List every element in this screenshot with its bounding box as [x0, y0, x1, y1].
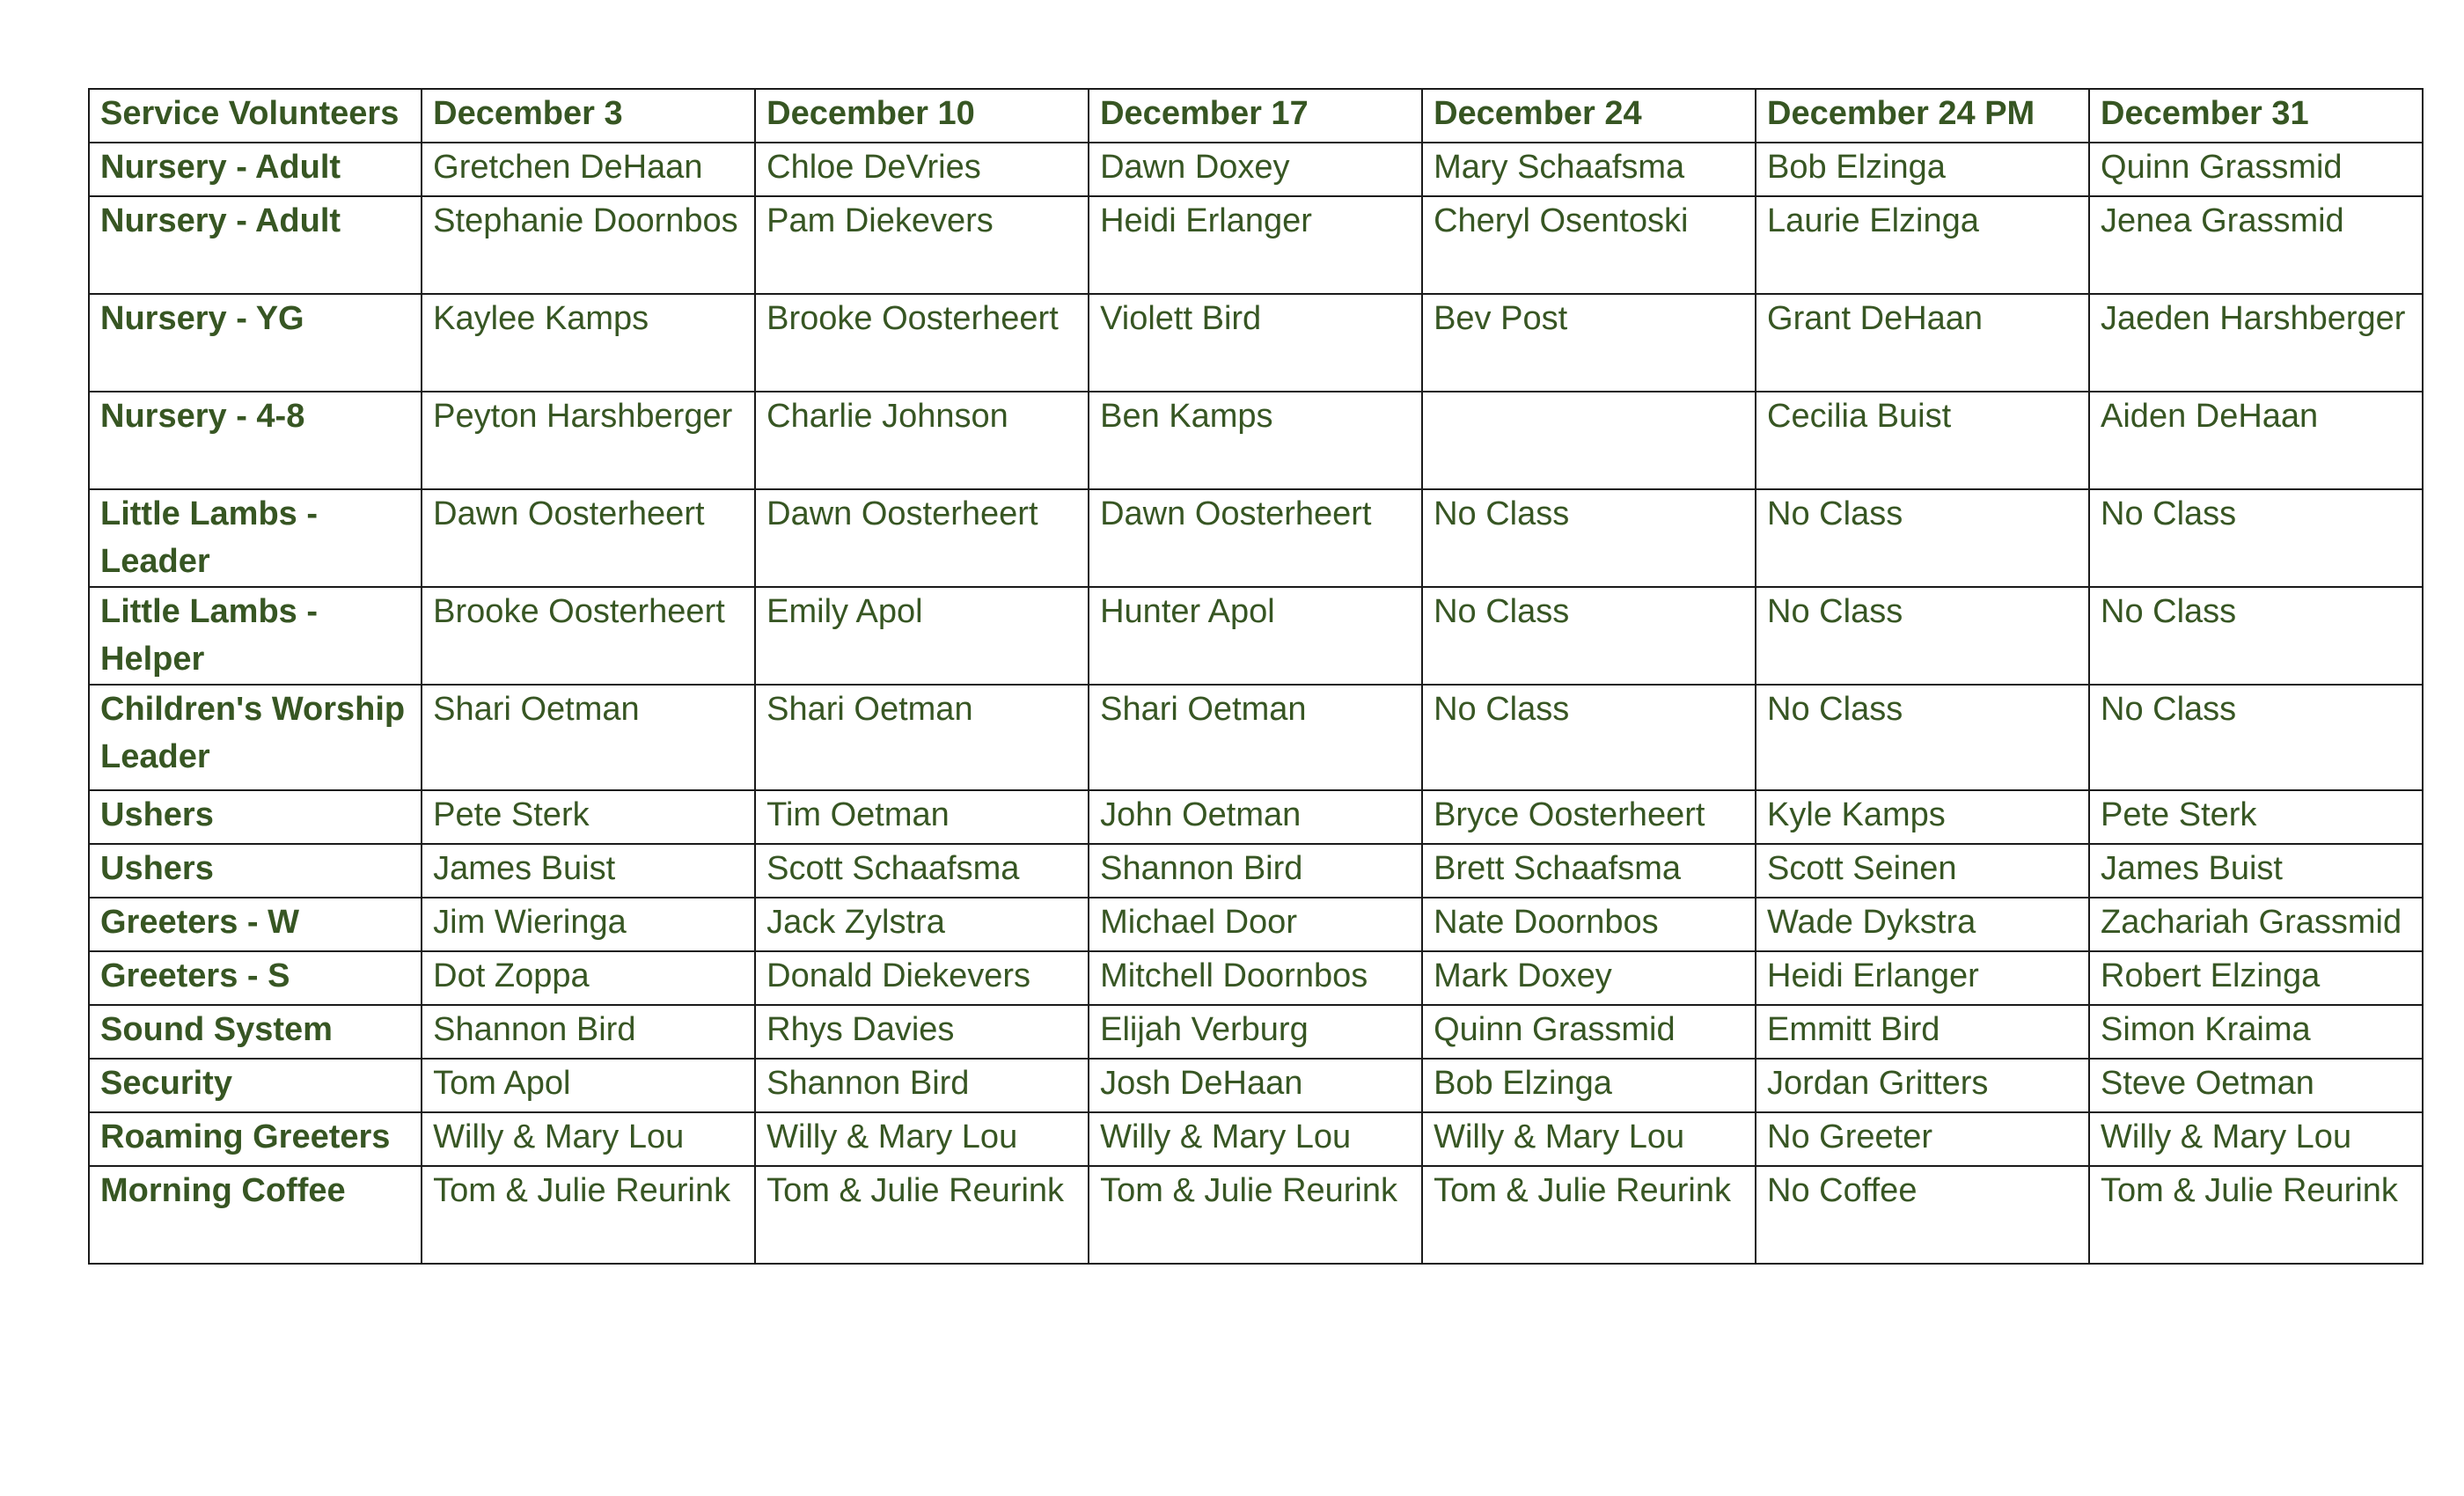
volunteer-cell: Cecilia Buist	[1756, 392, 2089, 489]
volunteer-cell: Willy & Mary Lou	[755, 1112, 1089, 1166]
role-cell: Morning Coffee	[89, 1166, 422, 1264]
volunteer-cell: Pam Diekevers	[755, 196, 1089, 294]
role-cell: Little Lambs - Helper	[89, 587, 422, 685]
volunteer-cell: Tom & Julie Reurink	[1422, 1166, 1756, 1264]
volunteer-cell: Stephanie Doornbos	[422, 196, 755, 294]
volunteer-cell: Laurie Elzinga	[1756, 196, 2089, 294]
volunteer-cell: Dot Zoppa	[422, 951, 755, 1005]
role-cell: Sound System	[89, 1005, 422, 1059]
column-header: Service Volunteers	[89, 89, 422, 143]
table-row	[89, 489, 2423, 587]
volunteer-cell: John Oetman	[1089, 790, 1422, 844]
volunteer-cell: Shari Oetman	[755, 685, 1089, 790]
volunteer-cell: Dawn Doxey	[1089, 143, 1422, 196]
volunteer-cell: Heidi Erlanger	[1089, 196, 1422, 294]
volunteer-cell: Aiden DeHaan	[2089, 392, 2423, 489]
volunteer-cell: Simon Kraima	[2089, 1005, 2423, 1059]
volunteer-cell: Robert Elzinga	[2089, 951, 2423, 1005]
volunteer-cell: James Buist	[422, 844, 755, 898]
role-cell: Ushers	[89, 790, 422, 844]
column-header: December 24	[1422, 89, 1756, 143]
volunteer-cell: Jim Wieringa	[422, 898, 755, 951]
volunteer-cell: Cheryl Osentoski	[1422, 196, 1756, 294]
volunteer-cell: Shannon Bird	[422, 1005, 755, 1059]
column-header: December 17	[1089, 89, 1422, 143]
role-cell: Little Lambs - Leader	[89, 489, 422, 587]
volunteer-cell: Wade Dykstra	[1756, 898, 2089, 951]
volunteer-cell: Donald Diekevers	[755, 951, 1089, 1005]
volunteer-cell: Shari Oetman	[1089, 685, 1422, 790]
volunteer-cell: Grant DeHaan	[1756, 294, 2089, 392]
volunteer-cell: Tom & Julie Reurink	[422, 1166, 755, 1264]
volunteer-cell: Willy & Mary Lou	[1422, 1112, 1756, 1166]
volunteer-cell: No Coffee	[1756, 1166, 2089, 1264]
volunteer-cell: Violett Bird	[1089, 294, 1422, 392]
volunteer-cell: No Class	[1422, 489, 1756, 587]
role-cell: Nursery - YG	[89, 294, 422, 392]
table-row	[89, 844, 2423, 898]
volunteer-cell: Michael Door	[1089, 898, 1422, 951]
volunteer-cell: Jack Zylstra	[755, 898, 1089, 951]
volunteer-cell: Shannon Bird	[755, 1059, 1089, 1112]
table-row	[89, 143, 2423, 196]
table-row	[89, 790, 2423, 844]
volunteer-cell: No Class	[2089, 489, 2423, 587]
volunteer-cell: Josh DeHaan	[1089, 1059, 1422, 1112]
column-header: December 24 PM	[1756, 89, 2089, 143]
volunteer-cell: Mark Doxey	[1422, 951, 1756, 1005]
volunteer-cell: Tom & Julie Reurink	[1089, 1166, 1422, 1264]
volunteer-cell: Chloe DeVries	[755, 143, 1089, 196]
role-cell: Nursery - Adult	[89, 143, 422, 196]
volunteer-cell: Tom & Julie Reurink	[2089, 1166, 2423, 1264]
volunteer-cell: Pete Sterk	[422, 790, 755, 844]
volunteer-cell: Emmitt Bird	[1756, 1005, 2089, 1059]
volunteer-cell: Pete Sterk	[2089, 790, 2423, 844]
volunteer-cell: Willy & Mary Lou	[2089, 1112, 2423, 1166]
table-row	[89, 1166, 2423, 1264]
volunteer-cell: Mitchell Doornbos	[1089, 951, 1422, 1005]
volunteer-cell: Hunter Apol	[1089, 587, 1422, 685]
volunteer-cell: Shannon Bird	[1089, 844, 1422, 898]
table-row	[89, 1005, 2423, 1059]
volunteer-cell: Mary Schaafsma	[1422, 143, 1756, 196]
table-row	[89, 951, 2423, 1005]
table-row	[89, 1059, 2423, 1112]
volunteer-cell: Tim Oetman	[755, 790, 1089, 844]
role-cell: Nursery - 4-8	[89, 392, 422, 489]
volunteer-cell: Zachariah Grassmid	[2089, 898, 2423, 951]
volunteer-cell: Dawn Oosterheert	[1089, 489, 1422, 587]
volunteer-cell: No Class	[1422, 685, 1756, 790]
volunteer-cell: Elijah Verburg	[1089, 1005, 1422, 1059]
volunteer-cell: Kyle Kamps	[1756, 790, 2089, 844]
table-row	[89, 294, 2423, 392]
volunteer-cell: No Class	[1756, 685, 2089, 790]
volunteer-cell: Tom Apol	[422, 1059, 755, 1112]
volunteer-cell: No Class	[2089, 685, 2423, 790]
column-header: December 3	[422, 89, 755, 143]
volunteer-cell: Nate Doornbos	[1422, 898, 1756, 951]
volunteer-cell: Willy & Mary Lou	[422, 1112, 755, 1166]
table-row	[89, 1112, 2423, 1166]
volunteer-cell: Brett Schaafsma	[1422, 844, 1756, 898]
volunteer-cell: Brooke Oosterheert	[422, 587, 755, 685]
volunteer-cell: Dawn Oosterheert	[422, 489, 755, 587]
volunteer-cell: Rhys Davies	[755, 1005, 1089, 1059]
volunteer-cell: Emily Apol	[755, 587, 1089, 685]
role-cell: Roaming Greeters	[89, 1112, 422, 1166]
volunteer-cell: Quinn Grassmid	[2089, 143, 2423, 196]
volunteer-cell: Peyton Harshberger	[422, 392, 755, 489]
volunteer-cell: Gretchen DeHaan	[422, 143, 755, 196]
volunteer-schedule-table	[88, 88, 2424, 1265]
header-row	[89, 89, 2423, 143]
volunteer-cell: No Class	[2089, 587, 2423, 685]
table-row	[89, 392, 2423, 489]
role-cell: Ushers	[89, 844, 422, 898]
table-row	[89, 685, 2423, 790]
volunteer-cell: Scott Schaafsma	[755, 844, 1089, 898]
volunteer-cell: Shari Oetman	[422, 685, 755, 790]
volunteer-cell: Bryce Oosterheert	[1422, 790, 1756, 844]
volunteer-cell: James Buist	[2089, 844, 2423, 898]
volunteer-cell: Steve Oetman	[2089, 1059, 2423, 1112]
volunteer-cell: Ben Kamps	[1089, 392, 1422, 489]
column-header: December 31	[2089, 89, 2423, 143]
volunteer-cell: No Greeter	[1756, 1112, 2089, 1166]
role-cell: Security	[89, 1059, 422, 1112]
volunteer-cell: No Class	[1756, 489, 2089, 587]
column-header: December 10	[755, 89, 1089, 143]
volunteer-cell: Quinn Grassmid	[1422, 1005, 1756, 1059]
volunteer-cell: No Class	[1422, 587, 1756, 685]
table-row	[89, 587, 2423, 685]
volunteer-cell: Kaylee Kamps	[422, 294, 755, 392]
volunteer-cell: Bob Elzinga	[1756, 143, 2089, 196]
role-cell: Nursery - Adult	[89, 196, 422, 294]
role-cell: Greeters - S	[89, 951, 422, 1005]
volunteer-cell: Bev Post	[1422, 294, 1756, 392]
volunteer-cell: Heidi Erlanger	[1756, 951, 2089, 1005]
table-row	[89, 196, 2423, 294]
volunteer-cell	[1422, 392, 1756, 489]
volunteer-cell: No Class	[1756, 587, 2089, 685]
volunteer-cell: Scott Seinen	[1756, 844, 2089, 898]
table-row	[89, 898, 2423, 951]
volunteer-cell: Jenea Grassmid	[2089, 196, 2423, 294]
volunteer-cell: Willy & Mary Lou	[1089, 1112, 1422, 1166]
volunteer-cell: Jordan Gritters	[1756, 1059, 2089, 1112]
volunteer-cell: Tom & Julie Reurink	[755, 1166, 1089, 1264]
volunteer-cell: Brooke Oosterheert	[755, 294, 1089, 392]
volunteer-cell: Jaeden Harshberger	[2089, 294, 2423, 392]
role-cell: Greeters - W	[89, 898, 422, 951]
role-cell: Children's Worship Leader	[89, 685, 422, 790]
volunteer-cell: Charlie Johnson	[755, 392, 1089, 489]
volunteer-cell: Dawn Oosterheert	[755, 489, 1089, 587]
volunteer-cell: Bob Elzinga	[1422, 1059, 1756, 1112]
